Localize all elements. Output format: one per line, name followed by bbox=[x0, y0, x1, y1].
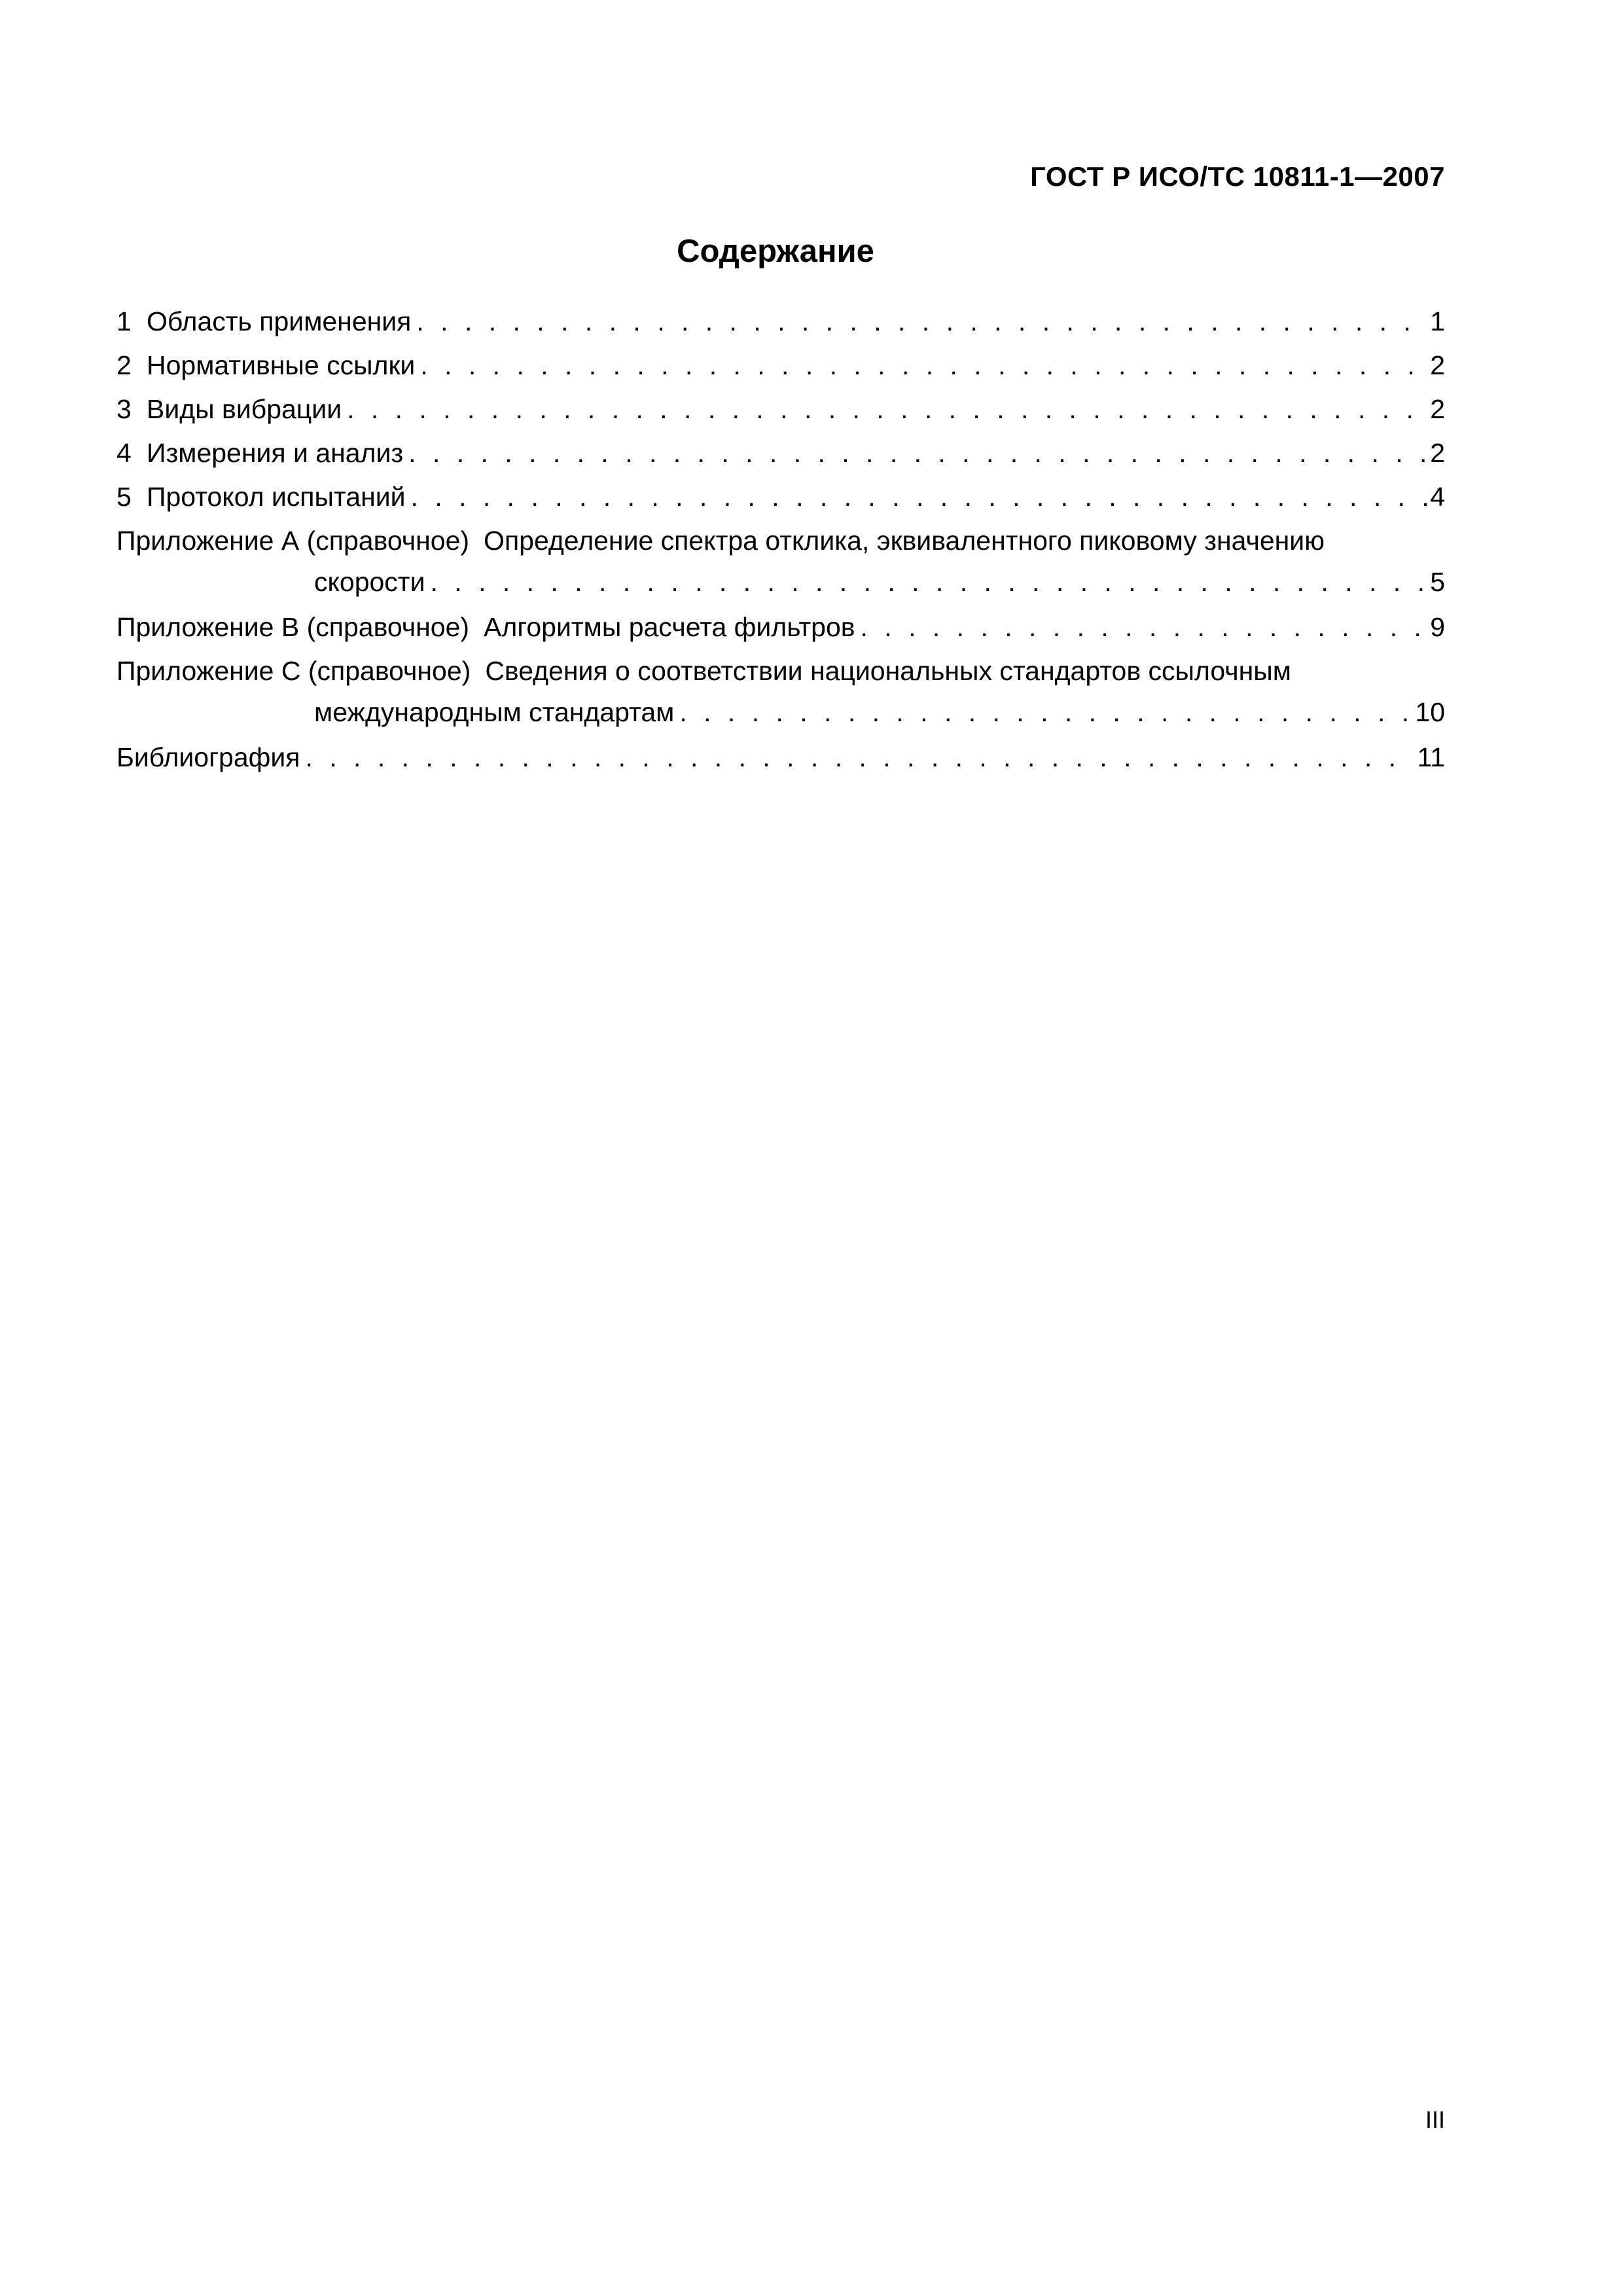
dot-leader bbox=[411, 475, 1428, 519]
annex-label: Алгоритмы расчета фильтров bbox=[484, 612, 855, 642]
annex-prefix: Приложение С (справочное) bbox=[116, 656, 471, 686]
toc-entry-page: 5 bbox=[1430, 567, 1445, 597]
toc-entry-page: 9 bbox=[1430, 612, 1445, 642]
toc-entry-page: 10 bbox=[1415, 697, 1445, 727]
toc-entry-label: Область применения bbox=[147, 306, 412, 336]
table-of-contents bbox=[116, 300, 1445, 780]
toc-title: Содержание bbox=[677, 234, 874, 269]
document-code: ГОСТ Р ИСО/ТС 10811-1—2007 bbox=[1030, 161, 1445, 192]
toc-entry-number: 3 bbox=[116, 394, 132, 424]
toc-entry-page: 4 bbox=[1430, 482, 1445, 512]
toc-entry-3[interactable] bbox=[116, 387, 1445, 431]
toc-entry-number: 1 bbox=[116, 306, 132, 336]
dot-leader bbox=[679, 691, 1412, 734]
toc-entry-page: 1 bbox=[1430, 306, 1445, 336]
bibliography-label: Библиография bbox=[116, 742, 300, 772]
toc-entry-4[interactable] bbox=[116, 431, 1445, 475]
toc-entry-page: 2 bbox=[1430, 438, 1445, 468]
toc-entry-2[interactable] bbox=[116, 344, 1445, 387]
annex-prefix: Приложение А (справочное) bbox=[116, 526, 470, 556]
toc-entry-label: Измерения и анализ bbox=[147, 438, 404, 468]
dot-leader bbox=[420, 344, 1427, 387]
dot-leader bbox=[416, 300, 1427, 344]
toc-entry-label: Нормативные ссылки bbox=[147, 350, 416, 380]
toc-annex-a[interactable] bbox=[116, 519, 1445, 605]
toc-annex-c[interactable] bbox=[116, 649, 1445, 736]
toc-entry-page: 2 bbox=[1430, 350, 1445, 380]
page-number: III bbox=[1425, 2106, 1445, 2133]
annex-label-line2: международным стандартам bbox=[314, 697, 675, 727]
annex-label-line1: Определение спектра отклика, эквивалентного пиковому значению bbox=[484, 526, 1325, 556]
annex-label-line2: скорости bbox=[314, 567, 425, 597]
toc-entry-label: Виды вибрации bbox=[147, 394, 342, 424]
toc-entry-label: Протокол испытаний bbox=[147, 482, 406, 512]
toc-annex-b[interactable] bbox=[116, 605, 1445, 649]
toc-entry-number: 5 bbox=[116, 482, 132, 512]
annex-label-line1: Сведения о соответствии национальных стандартов ссылочным bbox=[485, 656, 1291, 686]
toc-entry-5[interactable] bbox=[116, 475, 1445, 519]
dot-leader bbox=[861, 605, 1428, 649]
dot-leader bbox=[431, 560, 1428, 604]
dot-leader bbox=[347, 387, 1427, 431]
dot-leader bbox=[408, 431, 1427, 475]
toc-entry-page: 2 bbox=[1430, 394, 1445, 424]
dot-leader bbox=[305, 736, 1414, 780]
annex-prefix: Приложение В (справочное) bbox=[116, 612, 470, 642]
toc-entry-1[interactable] bbox=[116, 300, 1445, 344]
toc-entry-number: 4 bbox=[116, 438, 132, 468]
toc-bibliography[interactable] bbox=[116, 736, 1445, 780]
toc-entry-number: 2 bbox=[116, 350, 132, 380]
toc-entry-page: 11 bbox=[1417, 742, 1445, 772]
